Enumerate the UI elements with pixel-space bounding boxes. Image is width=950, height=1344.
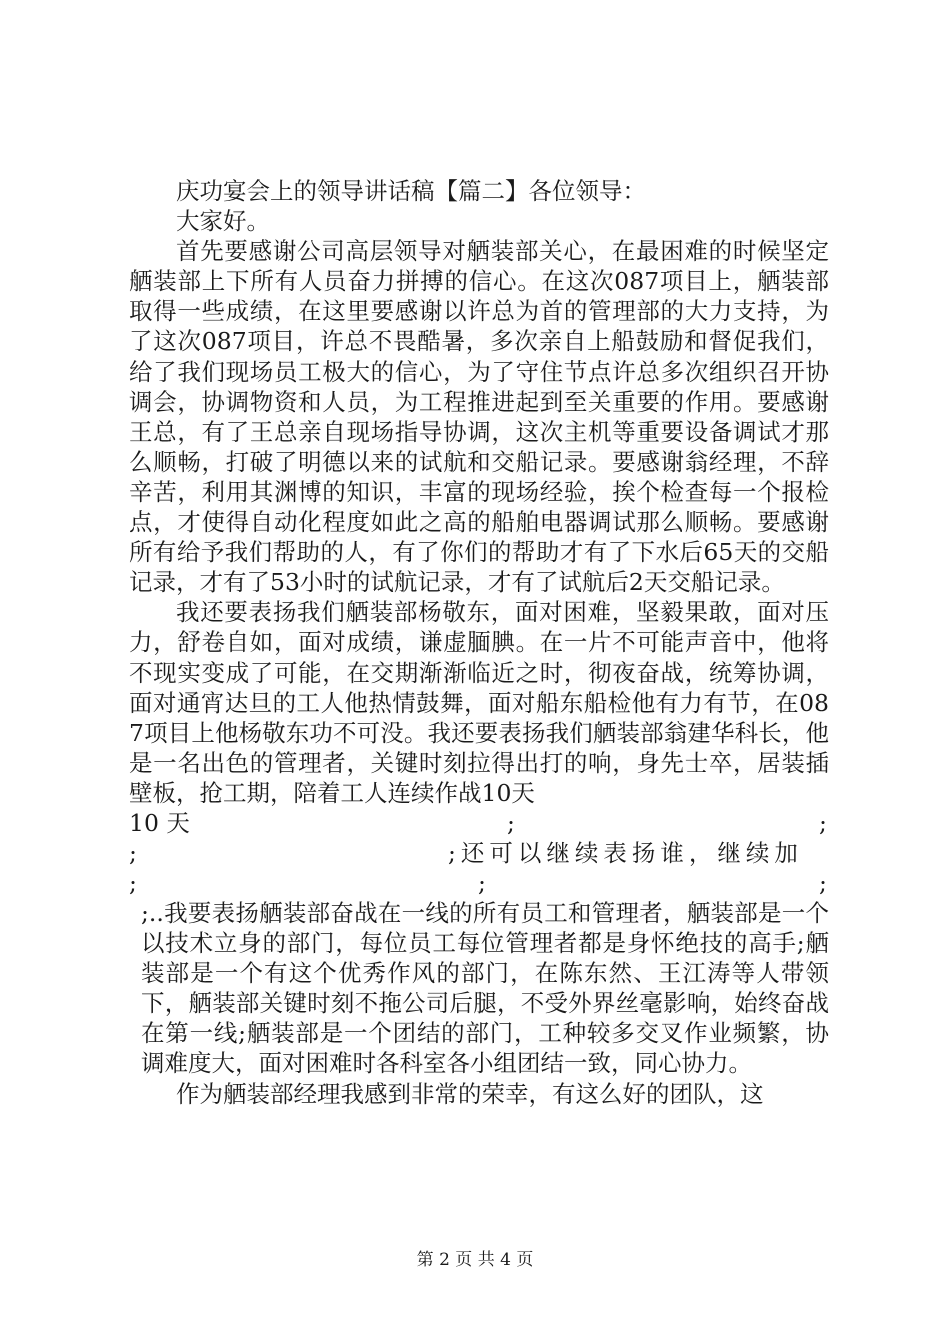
- title-line: 庆功宴会上的领导讲话稿【篇二】各位领导：: [176, 177, 646, 205]
- greeting: 大家好。: [176, 207, 270, 236]
- page-footer: 第 2 页 共 4 页: [416, 1250, 534, 1270]
- paragraph-2-text: 我还要表扬我们舾装部杨敬东，面对困难，坚毅果敢，面对压力，舒卷自如，面对成绩，谦虚腼腆。在一片不可能声音中，他将不现实变成了可能，在交期渐渐临近之时，彻夜奋战，统筹协调，面对通宵达旦的工人他热情鼓舞，面对船东船检他有力有节，在087项目上他杨敬东功不可没。我还要表扬我们舾装部翁建华科长，他是一名出色的管理者，关键时刻拉得出打的响，身先士卒，居装插壁板，抢工期，陪着工人连续作战10天: [129, 598, 829, 807]
- fragment-3b: ;: [478, 868, 486, 897]
- fragment-1b: ;: [507, 808, 515, 837]
- fragment-3c: ;: [819, 868, 827, 897]
- fragment-block: [129, 808, 829, 898]
- paragraph-1: 首先要感谢公司高层领导对舾装部关心，在最困难的时候坚定舾装部上下所有人员奋力拼搏的信心。在这次087项目上，舾装部取得一些成绩，在这里要感谢以许总为首的管理部的大力支持，为了这次087项目，许总不畏酷暑，多次亲自上船鼓励和督促我们，给了我们现场员工极大的信心，为了守住节点许总多次组织召开协调会，协调物资和人员，为工程推进起到至关重要的作用。要感谢王总，有了王总亲自现场指导协调，这次主机等重要设备调试才那么顺畅，打破了明德以来的试航和交船记录。要感谢翁经理，不辞辛苦，利用其渊博的知识，丰富的现场经验，挨个检查每一个报检点，才使得自动化程度如此之高的船舶电器调试那么顺畅。要感谢所有给予我们帮助的人，有了你们的帮助才有了下水后65天的交船记录，才有了53小时的试航记录，才有了试航后2天交船记录。: [129, 237, 829, 597]
- paragraph-3: ;..我要表扬舾装部奋战在一线的所有员工和管理者，舾装部是一个以技术立身的部门，每位员工每位管理者都是身怀绝技的高手;舾装部是一个有这个优秀作风的部门，在陈东然、王江涛等人带领下，舾装部关键时刻不拖公司后腿，不受外界丝毫影响，始终奋战在第一线;舾装部是一个团结的部门，工种较多交叉作业频繁，协调难度大，面对困难时各科室各小组团结一致，同心协力。: [141, 898, 829, 1078]
- document-body: [129, 176, 829, 1109]
- paragraph-2: [129, 597, 829, 808]
- fragment-2a: ;: [129, 838, 137, 867]
- fragment-2b: ;还可以继续表扬谁，继续加: [448, 838, 803, 867]
- fragment-3a: ;: [129, 868, 137, 897]
- fragment-1c: ;: [819, 808, 827, 837]
- fragment-1a: 10 天: [129, 808, 190, 837]
- paragraph-4: 作为舾装部经理我感到非常的荣幸，有这么好的团队，这: [176, 1079, 764, 1108]
